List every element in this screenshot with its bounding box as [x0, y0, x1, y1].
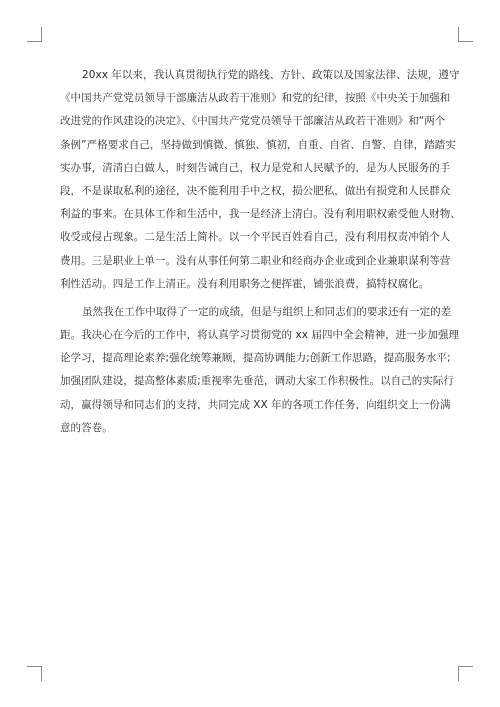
paragraph-line: 利益的事来。在具体工作和生活中，我一是经济上清白。没有利用职权索受他人财物、	[60, 208, 461, 221]
paragraph-2	[60, 301, 460, 440]
document-body	[60, 64, 461, 440]
paragraph-1	[60, 64, 461, 296]
paragraph-line: 距。我决心在今后的工作中，将认真学习贯彻党的 xx 届四中全会精神，进一步加强理	[60, 329, 460, 342]
crop-mark-top-right	[458, 27, 473, 42]
crop-mark-bottom-left	[27, 666, 42, 681]
paragraph-line: 意的答卷。	[60, 421, 113, 434]
paragraph-line: 实办事，清清白白做人，时刻告诫自己，权力是党和人民赋予的，是为人民服务的手	[60, 161, 451, 174]
paragraph-line: 收受或侵占现象。二是生活上简朴。以一个平民百姓看自己，没有利用权责冲销个人	[60, 231, 451, 244]
paragraph-line: 段，不是谋取私利的途径，决不能利用手中之权，损公肥私，做出有损党和人民群众	[60, 184, 451, 197]
paragraph-line: 费用。三是职业上单一。没有从事任何第二职业和经商办企业或到企业兼职谋利等营	[60, 254, 451, 267]
paragraph-line: 论学习，提高理论素养;强化统筹兼顾，提高协调能力;创新工作思路，提高服务水平;	[60, 352, 451, 365]
crop-mark-top-left	[27, 27, 42, 42]
paragraph-line: 利性活动。四是工作上清正。没有利用职务之便挥霍，铺张浪费，搞特权腐化。	[60, 277, 430, 290]
paragraph-line: 动，赢得领导和同志们的支持，共同完成 XX 年的各项工作任务，向组织交上一份满	[60, 398, 451, 411]
paragraph-line: 改进党的作风建设的决定》、《中国共产党党员领导干部廉洁从政若干准则》和“两个	[60, 115, 446, 128]
paragraph-line: 《中国共产党党员领导干部廉洁从政若干准则》和党的纪律，按照《中央关于加强和	[60, 92, 451, 105]
paragraph-line: 加强团队建设，提高整体素质;重视率先垂范，调动大家工作积极性。以自己的实际行	[60, 375, 454, 388]
paragraph-line: 20xx 年以来，我认真贯彻执行党的路线、方针、政策以及国家法律、法规，遵守	[82, 69, 460, 81]
paragraph-line: 条例”严格要求自己，坚持做到慎微、慎独、慎初，自重、自省、自警、自律，踏踏实	[60, 138, 456, 151]
paragraph-line: 虽然我在工作中取得了一定的成绩，但是与组织上和同志们的要求还有一定的差	[82, 305, 452, 318]
crop-mark-bottom-right	[458, 666, 473, 681]
